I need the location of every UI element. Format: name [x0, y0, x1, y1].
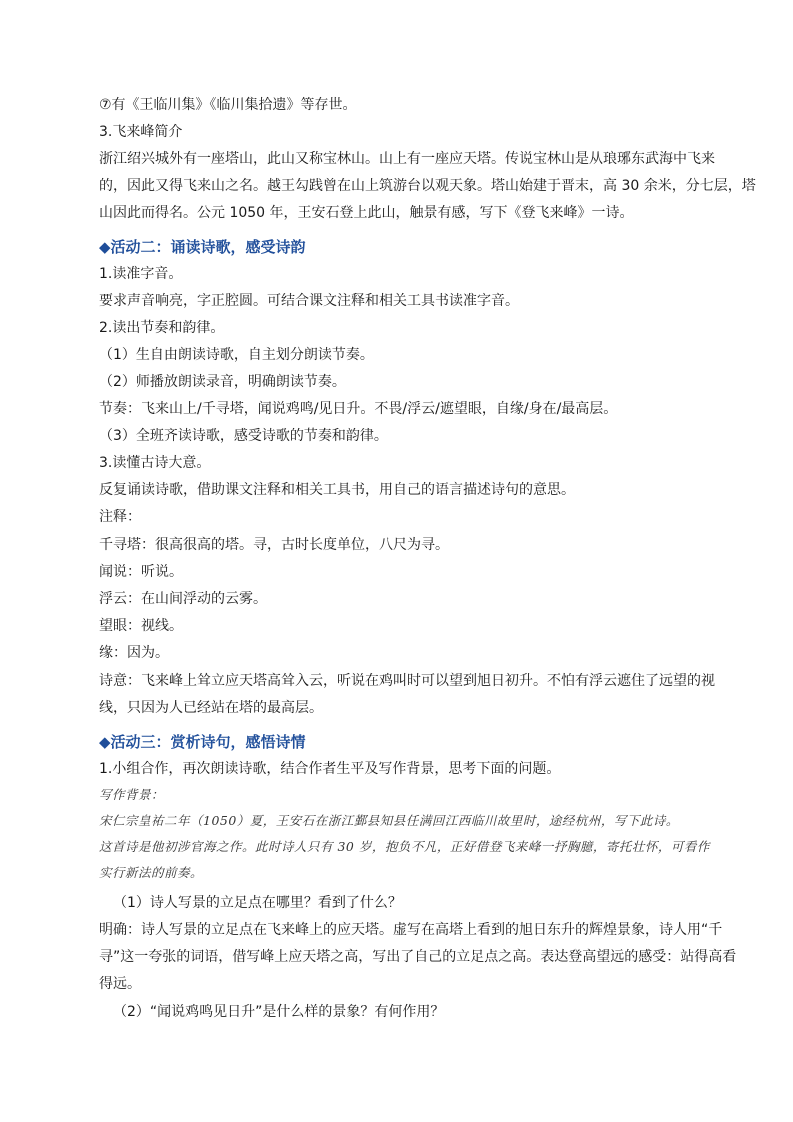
annotation-item: 浮云：在山间浮动的云雾。	[99, 591, 267, 607]
background-paragraph-line: 这首诗是他初涉官海之作。此时诗人只有 30 岁，抱负不凡，正好借登飞来峰一抒胸臆，寄托壮怀，可看作	[99, 839, 710, 854]
background-label: 写作背景：	[99, 787, 165, 802]
sub-step-line: （1）生自由朗读诗歌，自主划分朗读节奏。	[99, 347, 374, 363]
answer-line: 明确：诗人写景的立足点在飞来峰上的应天塔。虚写在高塔上看到的旭日东升的辉煌景象，诗人用“千	[99, 922, 723, 938]
poem-meaning-line: 诗意：飞来峰上耸立应天塔高耸入云，听说在鸡叫时可以望到旭日初升。不怕有浮云遮住了远望的视	[99, 673, 715, 689]
question-line: （2）“闻说鸡鸣见日升”是什么样的景象？有何作用？	[113, 1004, 445, 1020]
poem-meaning-line: 线，只因为人已经站在塔的最高层。	[99, 700, 323, 716]
annotation-item: 闻说：听说。	[99, 564, 183, 580]
intro-paragraph-line: 浙江绍兴城外有一座塔山，此山又称宝林山。山上有一座应天塔。传说宝林山是从琅琊东武海中飞来	[99, 151, 715, 167]
annotation-item: 缘：因为。	[99, 645, 169, 661]
step-heading: 2.读出节奏和韵律。	[99, 320, 225, 336]
activity-two-heading: ◆活动二：诵读诗歌，感受诗韵	[99, 238, 306, 256]
sub-step-line: （2）师播放朗读录音，明确朗读节奏。	[99, 374, 346, 390]
intro-paragraph-line: 的，因此又得飞来山之名。越王勾践曾在山上筑游台以观天象。塔山始建于晋末，高 30 余米，分七层，塔	[99, 178, 756, 194]
answer-line: 寻”这一夸张的词语，借写峰上应天塔之高，写出了自己的立足点之高。表达登高望远的感受：站得高看	[99, 949, 737, 965]
step-heading: 1.读准字音。	[99, 266, 183, 282]
annotation-label: 注释：	[99, 509, 141, 525]
works-line: ⑦有《王临川集》《临川集拾遗》等存世。	[99, 97, 357, 113]
activity-three-heading: ◆活动三：赏析诗句，感悟诗情	[99, 733, 306, 751]
annotation-item: 望眼：视线。	[99, 618, 183, 634]
answer-line: 得远。	[99, 976, 141, 992]
sub-step-line: （3）全班齐读诗歌，感受诗歌的节奏和韵律。	[99, 428, 388, 444]
question-line: （1）诗人写景的立足点在哪里？看到了什么？	[113, 895, 402, 911]
background-paragraph-line: 实行新法的前奏。	[99, 865, 204, 880]
annotation-item: 千寻塔：很高很高的塔。寻，古时长度单位，八尺为寻。	[99, 537, 449, 553]
background-paragraph-line: 宋仁宗皇祐二年（1050）夏，王安石在浙江鄞县知县任满回江西临川故里时，途经杭州，写下此诗。	[99, 813, 679, 828]
step-heading: 1.小组合作，再次朗读诗歌，结合作者生平及写作背景，思考下面的问题。	[99, 761, 561, 777]
rhythm-line: 节奏：飞来山上/千寻塔，闻说鸡鸣/见日升。不畏/浮云/遮望眼，自缘/身在/最高层。	[99, 401, 618, 417]
section-heading-feilaifeng-intro: 3.飞来峰简介	[99, 124, 183, 140]
body-line: 要求声音响亮，字正腔圆。可结合课文注释和相关工具书读准字音。	[99, 293, 519, 309]
step-heading: 3.读懂古诗大意。	[99, 455, 211, 471]
body-line: 反复诵读诗歌，借助课文注释和相关工具书，用自己的语言描述诗句的意思。	[99, 482, 575, 498]
intro-paragraph-line: 山因此而得名。公元 1050 年，王安石登上此山，触景有感，写下《登飞来峰》一诗。	[99, 205, 634, 221]
